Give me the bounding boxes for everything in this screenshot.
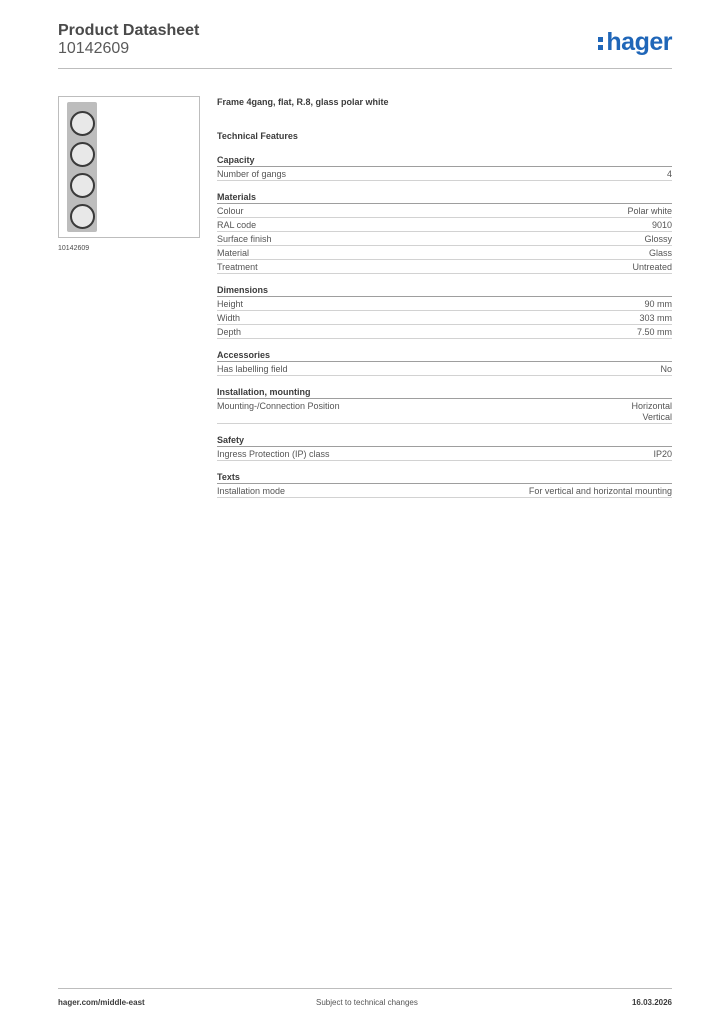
section-title: Materials (217, 191, 672, 204)
feature-row (217, 362, 672, 376)
image-caption: 10142609 (58, 245, 90, 252)
feature-section (217, 284, 672, 339)
section-title: Capacity (217, 154, 672, 167)
feature-label: Material (217, 248, 250, 258)
frame-plate-icon (67, 102, 97, 232)
footer-date: 16.03.2026 (631, 998, 672, 1007)
feature-value-line: IP20 (653, 449, 672, 459)
feature-row (217, 167, 672, 181)
page-title: Product Datasheet (58, 22, 200, 39)
feature-value (667, 169, 672, 180)
section-title: Accessories (217, 349, 672, 362)
logo-colon-icon (598, 32, 604, 52)
header-divider (58, 68, 672, 69)
product-image (58, 96, 200, 238)
feature-label: Installation mode (217, 486, 286, 496)
section-title: Texts (217, 471, 672, 484)
technical-features-heading: Technical Features (217, 131, 298, 141)
product-number: 10142609 (58, 40, 130, 57)
document-header (58, 22, 199, 58)
feature-value (632, 262, 672, 273)
feature-row (217, 204, 672, 218)
feature-row (217, 232, 672, 246)
feature-sections (217, 154, 672, 498)
feature-label: Has labelling field (217, 364, 288, 374)
feature-value-line: 90 mm (644, 299, 672, 309)
feature-value-line: 303 mm (639, 313, 672, 323)
logo-text: hager (606, 28, 672, 56)
feature-label: Surface finish (217, 234, 272, 244)
section-title: Safety (217, 434, 672, 447)
feature-value (653, 449, 672, 460)
feature-value (644, 234, 672, 245)
feature-row (217, 311, 672, 325)
feature-label: RAL code (217, 220, 257, 230)
feature-label: Mounting-/Connection Position (217, 401, 340, 411)
feature-row (217, 447, 672, 461)
feature-section (217, 154, 672, 181)
section-title: Installation, mounting (217, 386, 672, 399)
feature-row (217, 260, 672, 274)
feature-value-line: Glossy (644, 234, 672, 244)
feature-value (639, 313, 672, 324)
feature-value (529, 486, 672, 497)
feature-row (217, 297, 672, 311)
footer-divider (58, 988, 672, 989)
feature-value-line: Glass (648, 248, 672, 258)
feature-label: Colour (217, 206, 244, 216)
footer-notice: Subject to technical changes (316, 998, 418, 1007)
feature-value (627, 206, 672, 217)
feature-label: Number of gangs (217, 169, 287, 179)
feature-value-line: Polar white (627, 206, 672, 216)
feature-value-line: 7.50 mm (636, 327, 672, 337)
feature-label: Width (217, 313, 241, 323)
feature-value-line: 9010 (651, 220, 672, 230)
feature-value (649, 248, 672, 259)
hager-logo (598, 28, 672, 56)
feature-section (217, 471, 672, 498)
feature-label: Height (217, 299, 244, 309)
feature-section (217, 191, 672, 274)
feature-value-line: 4 (666, 169, 672, 179)
feature-label: Ingress Protection (IP) class (217, 449, 330, 459)
technical-content (217, 95, 672, 498)
section-title: Dimensions (217, 284, 672, 297)
feature-section (217, 386, 672, 424)
feature-value-line: No (660, 364, 672, 374)
feature-value-line: For vertical and horizontal mounting (528, 486, 672, 496)
gang-ring-icon (70, 111, 95, 136)
feature-value (652, 220, 672, 231)
feature-row (217, 325, 672, 339)
feature-value (660, 364, 672, 375)
feature-label: Treatment (217, 262, 258, 272)
gang-ring-icon (70, 204, 95, 229)
product-title: Frame 4gang, flat, R.8, glass polar white (217, 97, 389, 107)
feature-value-line: Horizontal (631, 401, 672, 411)
feature-value (644, 299, 672, 310)
feature-value-line: Vertical (642, 412, 672, 422)
feature-row (217, 399, 672, 424)
feature-row (217, 218, 672, 232)
feature-value (631, 401, 672, 423)
gang-ring-icon (70, 142, 95, 167)
footer-website: hager.com/middle-east (58, 998, 145, 1007)
gang-ring-icon (70, 173, 95, 198)
feature-row (217, 484, 672, 498)
feature-label: Depth (217, 327, 242, 337)
feature-value-line: Untreated (632, 262, 672, 272)
feature-value (637, 327, 672, 338)
feature-section (217, 349, 672, 376)
feature-section (217, 434, 672, 461)
feature-row (217, 246, 672, 260)
